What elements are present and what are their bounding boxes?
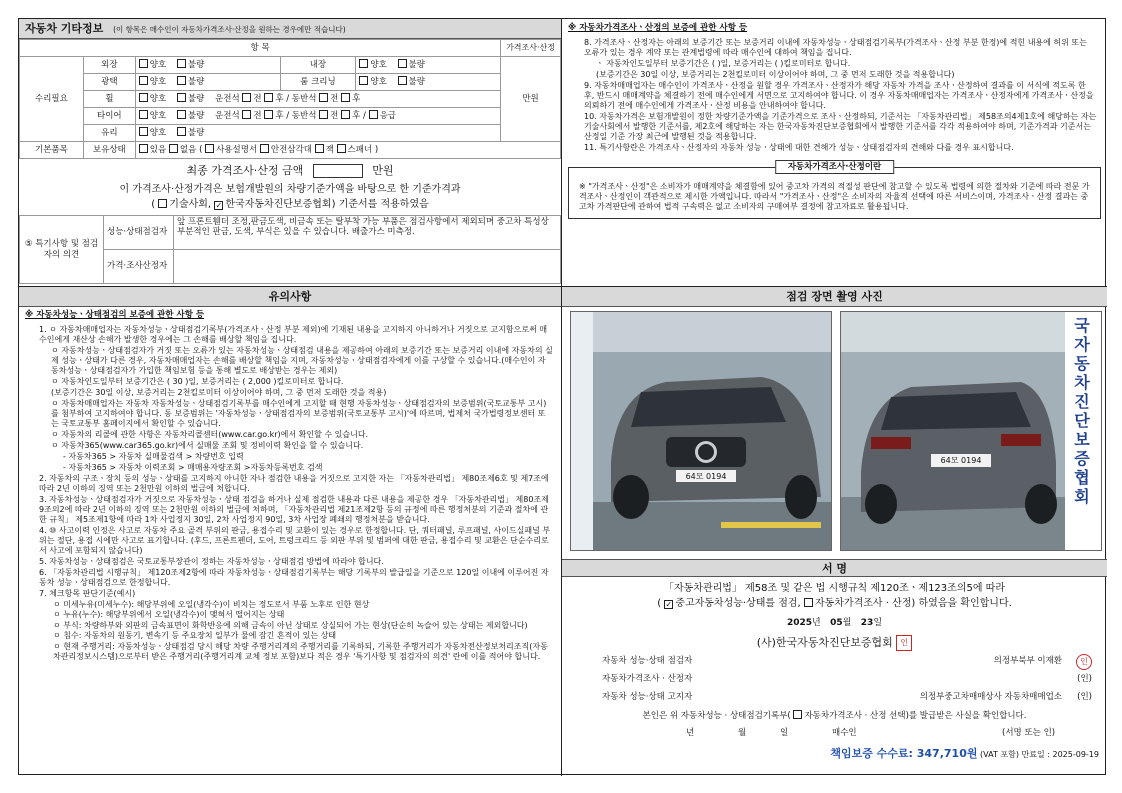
standard-opt2-checkbox[interactable]: ✓ xyxy=(215,200,223,210)
association-name: (사)한국자동차진단보증협회 xyxy=(756,636,893,649)
final-price-unit: 만원 xyxy=(372,164,394,177)
option-label: 전 xyxy=(330,111,339,122)
option-label: 후 xyxy=(352,94,361,105)
notes-list xyxy=(19,325,561,662)
paren: ) xyxy=(374,145,379,156)
photo-header: 점검 장면 촬영 사진 xyxy=(562,287,1107,307)
rear-plate-text: 64모 0194 xyxy=(940,456,982,465)
wheel-front-checkbox[interactable] xyxy=(242,93,251,102)
association-banner xyxy=(1067,316,1097,506)
spanner-checkbox[interactable] xyxy=(337,144,346,153)
note-item: 6. 「자동차관리법 시행규칙」 제120조제2항에 따라 자동차성능ㆍ상태점검기록부는 해당 기록부의 발급일을 기준으로 120일 이내에 이루어진 자동차 성능ㆍ상태점검으로 한정합니다. xyxy=(39,567,549,587)
note-item: 3. 자동차성능ㆍ상태점검자가 거짓으로 자동차성능ㆍ상태 점검을 하거나 실제 점검한 내용과 다른 내용을 제공한 경우 「자동차관리법」 제80조제9조의2에 따라 2년 이하의 징역 또는 2천만원 이하의 벌금에 처하며, 「자동차관리법 제21조제2항 등의 규정에 따른 행정처분의 기준과 절차에 관한 규칙」 제5조제1항에 따라 1차 사업정지 30일, 2차 사업정지 90일, 3차 사업장 폐쇄의 행정처분을 받습니다. xyxy=(39,494,549,524)
option-label: 잭 xyxy=(325,145,334,156)
rear-car-image xyxy=(841,312,1102,551)
date-unit: 일 xyxy=(780,728,789,738)
gloss-label: 광택 xyxy=(83,74,135,91)
possession-label: 보유상태 xyxy=(83,142,135,159)
option-label: 한국자동차진단보증협회 xyxy=(225,198,332,210)
banner-char: 국 xyxy=(1074,316,1090,335)
tire-good-checkbox[interactable] xyxy=(139,110,148,119)
interior-options xyxy=(356,57,501,74)
notes-title: ※ 자동차성능ㆍ상태점검의 보증에 관한 사항 등 xyxy=(25,310,205,320)
note-item: 7. 체크항목 판단기준(예시) xyxy=(39,588,136,598)
law-opt1-checkbox[interactable]: ✓ xyxy=(665,600,673,609)
note-item: ㅇ 자동차성능ㆍ상태점검자가 거짓 또는 오류가 있는 자동차성능ㆍ상태점검 내용을 제공하여 아래의 보증기간 또는 보증거리 이내에 자동차의 실제 성능ㆍ상태가 다른 경우, 자동차매매업자는 손해를 배상할 책임을 지며, 자동차성능ㆍ상태점검자에게 이를 구상할 수 있습니다.(매수인이 자동차성능ㆍ상태점검자가 가입한 책임보험 등을 통해 별도로 배상받는 경우는 제외) xyxy=(51,345,553,375)
guarantee-item: 10. 자동차가격은 보험개발원이 정한 차량기준가액을 기준가격으로 조사ㆍ산정하되, 기준서는 「자동차관리법」 제58조의4제1호에 해당하는 자는 기술사회에서 발행한 기준서를, 제2호에 해당하는 자는 한국자동차진단보증협회에서 발행한 기준서를 각각 적용하여야 하며, 기준가격과 기준서는 산정일 기준 가장 최근에 발행된 것을 적용합니다. xyxy=(584,111,1097,141)
vehicle-other-info-header xyxy=(19,19,561,39)
price-definition-text: ※ "가격조사ㆍ산정"은 소비자가 매매계약을 체결함에 있어 중고차 가격의 적절성 판단에 참고할 수 있도록 법령에 의한 절차와 기준에 따라 전문 가격조사ㆍ산정인이 객관적으로 제시한 가액입니다. 따라서 "가격조사ㆍ산정"은 소비자의 자율적 선택에 따른 서비스이며, 가격조사ㆍ산정 결과는 중고차 가격판단에 관하여 법적 구속력은 없고 소비자의 구매여부 결정에 참고자료로 활용됩니다. xyxy=(579,181,1090,211)
option-label: 전 xyxy=(330,94,339,105)
option-label: 불량 xyxy=(408,60,425,71)
banner-char: 협 xyxy=(1074,468,1090,487)
inspector-note: 앞 프론트휀더 조정,판금도색, 비금속 또는 탈부착 가능 부품은 점검사항에서 제외되며 중고차 특성상 부분적인 판금, 도색, 부식은 있을 수 있습니다. 배출가스 미측정. xyxy=(174,216,561,250)
glass-good-checkbox[interactable] xyxy=(139,127,148,136)
option-label: 양호 xyxy=(149,128,167,139)
room-good-checkbox[interactable] xyxy=(359,76,368,85)
wheel-options xyxy=(135,91,500,108)
option-label: 불량 xyxy=(187,128,205,139)
inspector-label: 성능·상태점검자 xyxy=(104,216,174,250)
interior-good-checkbox[interactable] xyxy=(359,59,368,68)
glass-label: 유리 xyxy=(83,125,135,142)
receipt-text: 본인은 위 자동차성능 · 상태점검기록부( xyxy=(642,711,791,721)
tire-label: 타이어 xyxy=(83,108,135,125)
expiry-date: 만료일 : 2025-09-19 xyxy=(1021,750,1099,759)
law-confirm-line xyxy=(562,598,1107,611)
notes-panel xyxy=(19,287,562,776)
sign-row-label: 자동차가격조사 · 산정자 xyxy=(602,674,693,684)
price-inspector-label: 가격·조사산정자 xyxy=(104,250,174,284)
option-label: 불량 xyxy=(408,77,425,88)
interior-bad-checkbox[interactable] xyxy=(398,59,407,68)
wheel-label: 휠 xyxy=(83,91,135,108)
exterior-good-checkbox[interactable] xyxy=(139,59,148,68)
guarantee-item: 11. 특기사항란은 가격조사ㆍ산정자의 자동차 성능ㆍ상태에 대한 견해가 성능ㆍ상태점검자의 견해와 다를 경우 표시합니다. xyxy=(584,142,1014,152)
exterior-label: 외장 xyxy=(83,57,135,74)
date-unit: 일 xyxy=(873,618,883,628)
tire-passenger-front-checkbox[interactable] xyxy=(319,110,328,119)
glass-bad-checkbox[interactable] xyxy=(177,127,186,136)
have-checkbox[interactable] xyxy=(139,144,148,153)
banner-char: 진 xyxy=(1074,392,1090,411)
special-notes-title: ⑤ 특기사항 및 점검자의 의견 xyxy=(20,216,104,284)
banner-char: 단 xyxy=(1074,411,1090,430)
exterior-options xyxy=(135,57,280,74)
vehicle-other-info-panel xyxy=(19,19,562,287)
date-unit: 년 xyxy=(686,728,695,738)
paren: ( xyxy=(151,198,156,210)
option-label: 안전삼각대 xyxy=(270,145,312,156)
receipt-checkbox[interactable] xyxy=(793,710,802,719)
banner-char: 차 xyxy=(1074,373,1090,392)
triangle-checkbox[interactable] xyxy=(260,144,269,153)
notes-header: 유의사항 xyxy=(19,287,561,307)
option-label: 없음 xyxy=(179,145,197,156)
tire-options xyxy=(135,108,500,125)
option-label: 후 / xyxy=(352,111,366,122)
paren: ( xyxy=(657,598,662,609)
front-car-photo xyxy=(570,311,832,551)
price-column-header: 가격조사·산정 xyxy=(501,40,561,57)
option-label: 불량 xyxy=(187,111,205,122)
basic-items-label: 기본품목 xyxy=(20,142,84,159)
option-label: 응급 xyxy=(379,111,396,122)
guarantee-item: (보증기간은 30일 이상, 보증거리는 2천킬로미터 이상이어야 하며, 그 중 먼저 도래한 것을 적용합니다) xyxy=(596,69,955,79)
note-item: - 자동차365 > 자동차 실매물검색 > 차량번호 입력 xyxy=(63,451,244,461)
fee-row xyxy=(830,747,1099,761)
option-label: 불량 xyxy=(187,94,205,105)
note-item: 1. ㅇ 자동차매매업자는 자동차성능ㆍ상태점검기록부(가격조사ㆍ산정 부분 제외)에 기재된 내용을 고지하지 아니하거나 거짓으로 고지함으로써 매수인에게 재산상 손해가 발생한 경우에는 그 손해를 배상할 책임을 집니다. xyxy=(39,324,548,344)
final-price-input[interactable] xyxy=(313,164,363,178)
repair-needed-label: 수리필요 xyxy=(20,57,84,142)
standard-opt1-checkbox[interactable] xyxy=(158,199,167,208)
price-unit: 만원 xyxy=(501,57,561,142)
inspector-seal: 인 xyxy=(1076,654,1092,670)
price-definition-box xyxy=(568,161,1101,219)
option-label: 있음 xyxy=(149,145,167,156)
option-label: 양호 xyxy=(370,60,387,71)
tire-front-checkbox[interactable] xyxy=(242,110,251,119)
criteria-item: ㅇ 부식: 차량하부와 외판의 금속표면이 화학반응에 의해 금속이 아닌 상태로 상실되어 가는 현상(단순히 녹슬어 있는 상태는 제외합니다) xyxy=(53,620,528,630)
room-cleaning-options xyxy=(356,74,501,91)
option-label: 기술사회, xyxy=(169,198,212,210)
option-label: 양호 xyxy=(149,77,167,88)
buyer-label: 매수인 xyxy=(832,728,857,738)
guarantee-fee: 책임보증 수수료: 347,710원 xyxy=(830,747,978,760)
sign-row-inspector xyxy=(602,656,1092,667)
law-line: 「자동차관리법」 제58조 및 같은 법 시행규칙 제120조ㆍ제123조의5에 따라 xyxy=(663,583,1005,594)
gloss-good-checkbox[interactable] xyxy=(139,76,148,85)
issue-year: 2025 xyxy=(786,618,813,628)
date-unit: 년 xyxy=(812,618,821,628)
room-cleaning-label: 룸 크리닝 xyxy=(280,74,356,91)
option-label: 양호 xyxy=(370,77,387,88)
association-seal: 인 xyxy=(896,635,912,651)
driver-side-label: 운전석 xyxy=(215,94,240,105)
receipt-line xyxy=(562,710,1107,722)
final-price-row xyxy=(19,164,561,178)
standard-line-2 xyxy=(19,199,561,212)
criteria-item: ㅇ 현재 주행거리: 자동차성능ㆍ상태점검 당시 해당 차량 주행거리계의 주행거리를 기록하되, 기록한 주행거리가 자동차전산정보처리조직(자동차관리정보시스템)으로부터 받은 주행거리(주행거리계 교체 정보 포함)보다 적은 경우 '특기사항 및 점검자의 의견' 란에 이를 적어야 합니다. xyxy=(53,642,548,661)
gloss-options xyxy=(135,74,280,91)
banner-char: 동 xyxy=(1074,354,1090,373)
repair-table xyxy=(19,39,561,159)
wheel-rear-checkbox[interactable] xyxy=(264,93,273,102)
note-item: 5. 자동차성능ㆍ상태점검은 국토교통부장관이 정하는 자동차성능ㆍ상태점검 방법에 따라야 합니다. xyxy=(39,556,384,566)
basic-items-options xyxy=(135,142,560,159)
note-item: (보증기간은 30일 이상, 보증거리는 2천킬로미터 이상이어야 하며, 그 중 먼저 도래한 것을 적용) xyxy=(51,387,387,397)
sign-row-value: 의정부북부 이재환 xyxy=(993,656,1062,666)
photo-signature-panel xyxy=(562,287,1107,776)
sign-row-notifier xyxy=(602,692,1092,703)
interior-label: 내장 xyxy=(280,57,356,74)
criteria-item: ㅇ 누유(누수): 해당부위에서 오일(냉각수)이 맺혀서 떨어지는 상태 xyxy=(53,610,285,620)
item-column-header: 항 목 xyxy=(20,40,501,57)
panel-title: 자동차 기타정보 xyxy=(25,22,104,35)
inspection-form xyxy=(18,18,1106,775)
buyer-sign-label[interactable]: (서명 또는 인) xyxy=(1002,728,1056,738)
date-unit: 월 xyxy=(738,728,747,738)
guarantee-item: ㆍ 자동차인도일부터 보증기간은 ( )일, 보증거리는 ( )킬로미터로 합니다. xyxy=(596,58,851,68)
sign-row-label: 자동차 성능·상태 고지자 xyxy=(602,692,693,702)
panel-subtitle: (이 항목은 매수인이 자동차가격조사·산정을 원하는 경우에만 적습니다) xyxy=(113,25,346,34)
note-item: ㅇ 자동차매매업자는 자동차 자동차성능ㆍ상태점검기록부를 매수인에게 고지할 때 현행 자동차성능ㆍ상태점검자의 보증범위(국토교통부 고시)를 첨부하여 고지하여야 합니다. 동 보증범위는 '자동차성능ㆍ상태점검자의 보증범위(국토교통부 고시)'에 따르며, 법제처 국가법령정보센터 또는 국토교통부 홈페이지에서 확인할 수 있습니다. xyxy=(51,398,547,428)
rear-car-photo xyxy=(840,311,1102,551)
banner-char: 증 xyxy=(1074,449,1090,468)
banner-char: 회 xyxy=(1074,487,1090,506)
issue-date xyxy=(562,618,1107,629)
note-item: 2. 자동차의 구조ㆍ장치 등의 성능ㆍ상태를 고지하지 아니한 자나 점검한 내용을 거짓으로 고지한 자는 「자동차관리법」 제80조제6호 및 제7조에 따라 2년 이하의 징역 또는 2천만원 이하의 벌금에 처합니다. xyxy=(39,473,549,493)
option-label: 중고자동차성능·상태를 점검, xyxy=(675,598,801,609)
front-car-image xyxy=(571,312,832,551)
option-label: 불량 xyxy=(187,60,205,71)
banner-char: 보 xyxy=(1074,430,1090,449)
price-guarantee-title: ※ 자동차가격조사ㆍ산정의 보증에 관한 사항 등 xyxy=(568,23,748,33)
driver-side-label: 운전석 xyxy=(215,111,240,122)
fee-vat: (VAT 포함) xyxy=(980,750,1019,759)
tire-rear-checkbox[interactable] xyxy=(264,110,273,119)
option-label: 전 xyxy=(253,94,262,105)
sign-row-value: 의정부중고차매매상사 자동차매매업소 xyxy=(919,692,1062,702)
final-price-label: 최종 가격조사·산정 금액 xyxy=(186,164,304,177)
special-notes-table xyxy=(19,215,561,284)
option-label: 양호 xyxy=(149,94,167,105)
room-bad-checkbox[interactable] xyxy=(398,76,407,85)
none-checkbox[interactable] xyxy=(169,144,178,153)
banner-char: 자 xyxy=(1074,335,1090,354)
note-item: 4. ⑩ 사고이력 인정은 사고로 자동차 주요 골격 부위의 판금, 용접수리 및 교환이 있는 경우로 한정합니다. 단, 쿼터패널, 루프패널, 사이드실패널 부위는 절단, 용접 시에만 사고로 표기합니다. (후드, 프론트펜더, 도어, 트렁크리드 등 외판 부위 및 범퍼에 대한 판금, 용접수리 및 교환은 단순수리로서 사고에 포함되지 않습니다) xyxy=(39,525,551,555)
front-plate-text: 64모 0194 xyxy=(685,472,727,481)
price-definition-title: 자동차가격조사·산정이란 xyxy=(775,160,895,175)
receipt-text: 자동차가격조사 · 산정 선택)를 발급받은 사실을 확인합니다. xyxy=(804,711,1027,721)
exterior-bad-checkbox[interactable] xyxy=(177,59,186,68)
jack-checkbox[interactable] xyxy=(315,144,324,153)
association-name-row xyxy=(562,635,1107,651)
guarantee-item: 9. 자동차매매업자는 매수인이 가격조사ㆍ산정을 원할 경우 가격조사ㆍ산정자가 해당 자동차 가격을 조사ㆍ산정하여 결과를 이 서식에 적도록 한 후, 반드시 매매계약을 체결하기 전에 매수인에게 서면으로 고지하여야 합니다. 이 경우 자동차매매업자는 가격조사ㆍ산정자에게 가격조사ㆍ산정을 의뢰하기 전에 매수인에게 가격조사ㆍ산정 비용을 안내하여야 합니다. xyxy=(584,80,1094,110)
option-label: 양호 xyxy=(149,111,167,122)
criteria-item: ㅇ 미세누유(미세누수): 해당부위에 오일(냉각수)이 비치는 정도로서 부품 노후로 인한 현상 xyxy=(53,599,370,609)
standard-line-1: 이 가격조사·산정가격은 보험개발원의 차량기준가액을 바탕으로 한 기준가격과 xyxy=(119,184,461,195)
note-item: ㅇ 자동차인도일부터 보증기간은 ( 30 )일, 보증거리는 ( 2,000 )킬로미터로 합니다. xyxy=(51,376,344,386)
price-guarantee-list xyxy=(562,38,1107,153)
wheel-passenger-rear-checkbox[interactable] xyxy=(341,93,350,102)
note-item: - 자동차365 > 자동차 이력조회 > 매매용자량조회 >자동차등록번호 검색 xyxy=(63,462,323,472)
glass-options xyxy=(135,125,500,142)
option-label: 전 xyxy=(253,111,262,122)
wheel-bad-checkbox[interactable] xyxy=(177,93,186,102)
note-item: ㅇ 자동차의 리콜에 관한 사항은 자동차리콜센터(www.car.go.kr)에서 확인할 수 있습니다. xyxy=(51,429,369,439)
option-label: 불량 xyxy=(187,77,205,88)
price-inspector-note xyxy=(174,250,561,284)
tire-bad-checkbox[interactable] xyxy=(177,110,186,119)
wheel-good-checkbox[interactable] xyxy=(139,93,148,102)
gloss-bad-checkbox[interactable] xyxy=(177,76,186,85)
signature-header: 서 명 xyxy=(562,559,1107,577)
tire-emergency-checkbox[interactable] xyxy=(369,110,378,119)
option-label: 사용설명서 xyxy=(216,145,258,156)
sign-row-price-inspector xyxy=(602,674,1092,685)
price-guarantee-panel xyxy=(562,19,1107,287)
sign-row-mark: (인) xyxy=(1077,674,1092,684)
option-label: 스패너 xyxy=(347,145,373,156)
issue-day: 23 xyxy=(860,618,874,628)
law-opt2-checkbox[interactable] xyxy=(804,598,813,607)
guarantee-item: 8. 가격조사ㆍ산정자는 아래의 보증기간 또는 보증거리 이내에 자동차성능ㆍ상태점검기록부(가격조사ㆍ산정 부분 한정)에 적힌 내용에 허위 또는 오류가 있는 경우 계약 또는 관계법령에 따라 매수인에 대하여 책임을 집니다. xyxy=(584,37,1087,57)
sign-row-label: 자동차 성능·상태 점검자 xyxy=(602,656,693,666)
tire-passenger-rear-checkbox[interactable] xyxy=(341,110,350,119)
criteria-list xyxy=(39,600,553,662)
option-label: 후 / 동반석 xyxy=(275,111,317,122)
option-label: ) 기준서를 적용하였음 xyxy=(331,198,429,210)
option-label: 후 / 동반석 xyxy=(275,94,317,105)
sign-row-mark: (인) xyxy=(1077,692,1092,702)
paren: ( xyxy=(199,145,203,156)
note-item: ㅇ 자동차365(www.car365.go.kr)에서 실매물 조회 및 정비이력 확인을 할 수 있습니다. xyxy=(51,440,364,450)
option-label: 자동차가격조사 · 산정) 하였음을 확인합니다. xyxy=(814,598,1012,609)
manual-checkbox[interactable] xyxy=(205,144,214,153)
date-unit: 월 xyxy=(842,618,852,628)
criteria-item: ㅇ 침수: 자동차의 원동기, 변속기 등 주요장치 일부가 물에 잠긴 흔적이 있는 상태 xyxy=(53,631,337,641)
wheel-passenger-front-checkbox[interactable] xyxy=(319,93,328,102)
issue-month: 05 xyxy=(830,618,843,628)
option-label: 양호 xyxy=(149,60,167,71)
